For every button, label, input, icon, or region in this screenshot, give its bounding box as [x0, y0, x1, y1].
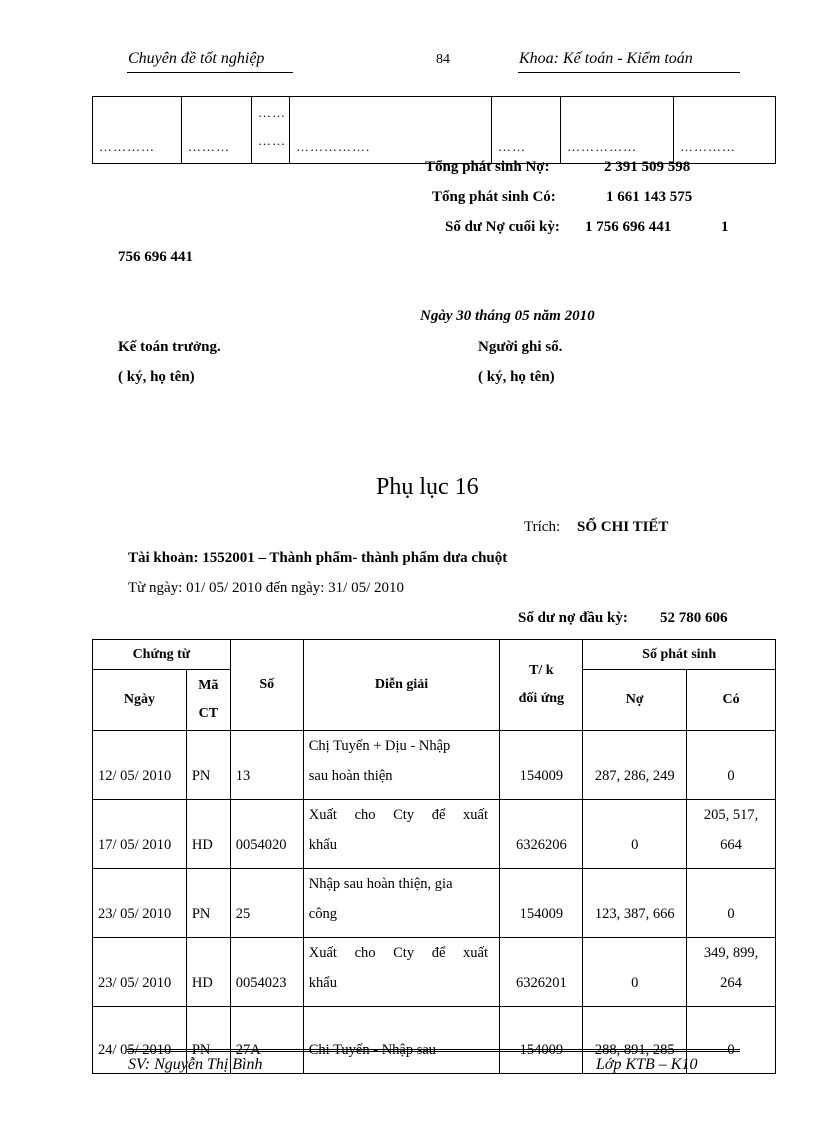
cell-code: HD [186, 938, 230, 1007]
table-row [93, 731, 776, 800]
cell-account: 154009 [500, 1007, 583, 1074]
period-line: Từ ngày: 01/ 05/ 2010 đến ngày: 31/ 05/ 2010 [128, 580, 405, 596]
cell-description: Nhập sau hoàn thiện, gia công [303, 869, 500, 938]
header-left: Chuyên đề tốt nghiệp [128, 50, 265, 67]
col-header-number: Số [230, 640, 303, 731]
closing-balance-label: Số dư Nợ cuối kỳ: [445, 219, 560, 235]
header-right: Khoa: Kế toán - Kiểm toán [519, 50, 693, 67]
cell-number: 25 [230, 869, 303, 938]
cell-account: 6326201 [500, 938, 583, 1007]
bookkeeper-title: Người ghi sổ. [478, 339, 563, 355]
table-cell: ………… [93, 97, 182, 164]
col-header-contra-account: T/ k đối ứng [500, 640, 583, 731]
opening-balance-value: 52 780 606 [660, 610, 728, 626]
cell-number: 0054020 [230, 800, 303, 869]
cell-number: 0054023 [230, 938, 303, 1007]
cell-date: 24/ 05/ 2010 [93, 1007, 187, 1074]
closing-balance-extra: 1 [721, 219, 729, 235]
cell-date: 23/ 05/ 2010 [93, 869, 187, 938]
cell-description: Chị Tuyến + Dịu - Nhập sau hoàn thiện [303, 731, 500, 800]
footer-rule [127, 1049, 740, 1052]
cell-debit: 0 [583, 800, 687, 869]
appendix-title: Phụ lục 16 [376, 474, 479, 500]
cell-date: 17/ 05/ 2010 [93, 800, 187, 869]
account-line: Tài khoản: 1552001 – Thành phẩm- thành phẩm dưa chuột [128, 550, 508, 566]
cell-debit: 287, 286, 249 [583, 731, 687, 800]
table-cell: …… [492, 97, 561, 164]
closing-balance-wrap: 756 696 441 [118, 249, 193, 265]
chief-accountant-sign-note: ( ký, họ tên) [118, 369, 195, 385]
footer-left: SV: Nguyễn Thị Bình [128, 1056, 263, 1073]
cell-code: PN [186, 869, 230, 938]
cell-code: PN [186, 731, 230, 800]
table-cell: ……… [182, 97, 252, 164]
col-header-description: Diễn giải [303, 640, 500, 731]
cell-credit: 0 [687, 869, 776, 938]
cell-credit: 349, 899, 264 [687, 938, 776, 1007]
total-credit-value: 1 661 143 575 [606, 189, 693, 205]
cell-date: 12/ 05/ 2010 [93, 731, 187, 800]
extract-title: SỔ CHI TIẾT [577, 519, 669, 535]
date-line: Ngày 30 tháng 05 năm 2010 [420, 308, 595, 324]
total-debit-label: Tổng phát sinh Nợ: [425, 159, 550, 175]
col-header-credit: Có [687, 670, 776, 731]
cell-number: 13 [230, 731, 303, 800]
footer-right: Lớp KTB – K10 [596, 1056, 698, 1073]
col-header-debit: Nợ [583, 670, 687, 731]
table-cell: ……………. [290, 97, 492, 164]
chief-accountant-title: Kế toán trưởng. [118, 339, 221, 355]
table-cell: …… …… [252, 97, 290, 164]
header-row [93, 640, 776, 670]
cell-description: Chi Tuyến - Nhập sau [303, 1007, 500, 1074]
cell-debit: 123, 387, 666 [583, 869, 687, 938]
cell-account: 154009 [500, 869, 583, 938]
cell-credit: 0 [687, 731, 776, 800]
col-header-code: Mã CT [186, 670, 230, 731]
cell-credit: 0 [687, 1007, 776, 1074]
cell-debit: 0 [583, 938, 687, 1007]
cell-credit: 205, 517, 664 [687, 800, 776, 869]
header-underline-right [518, 72, 740, 73]
total-credit-label: Tổng phát sinh Có: [432, 189, 556, 205]
continuation-table [92, 96, 776, 164]
col-header-date: Ngày [93, 670, 187, 731]
col-header-voucher: Chứng từ [93, 640, 231, 670]
cell-account: 154009 [500, 731, 583, 800]
cell-date: 23/ 05/ 2010 [93, 938, 187, 1007]
cell-number: 27A [230, 1007, 303, 1074]
table-row [93, 869, 776, 938]
table-row [93, 800, 776, 869]
bookkeeper-sign-note: ( ký, họ tên) [478, 369, 555, 385]
table-cell: ………… [674, 97, 776, 164]
col-header-amounts: Số phát sinh [583, 640, 776, 670]
closing-balance-value: 1 756 696 441 [585, 219, 672, 235]
cell-debit: 288, 891, 285 [583, 1007, 687, 1074]
cell-account: 6326206 [500, 800, 583, 869]
ledger-table [92, 639, 776, 1074]
table-row [93, 97, 776, 164]
cell-code: HD [186, 800, 230, 869]
opening-balance-label: Số dư nợ đầu kỳ: [518, 610, 628, 626]
header-underline-left [127, 72, 293, 73]
extract-label: Trích: [524, 519, 561, 535]
cell-description: Xuất cho Cty để xuất khẩu [303, 938, 500, 1007]
cell-code: PN [186, 1007, 230, 1074]
table-row [93, 938, 776, 1007]
table-cell: …………… [561, 97, 674, 164]
page-number: 84 [436, 52, 450, 67]
total-debit-value: 2 391 509 598 [604, 159, 691, 175]
cell-description: Xuất cho Cty để xuất khẩu [303, 800, 500, 869]
